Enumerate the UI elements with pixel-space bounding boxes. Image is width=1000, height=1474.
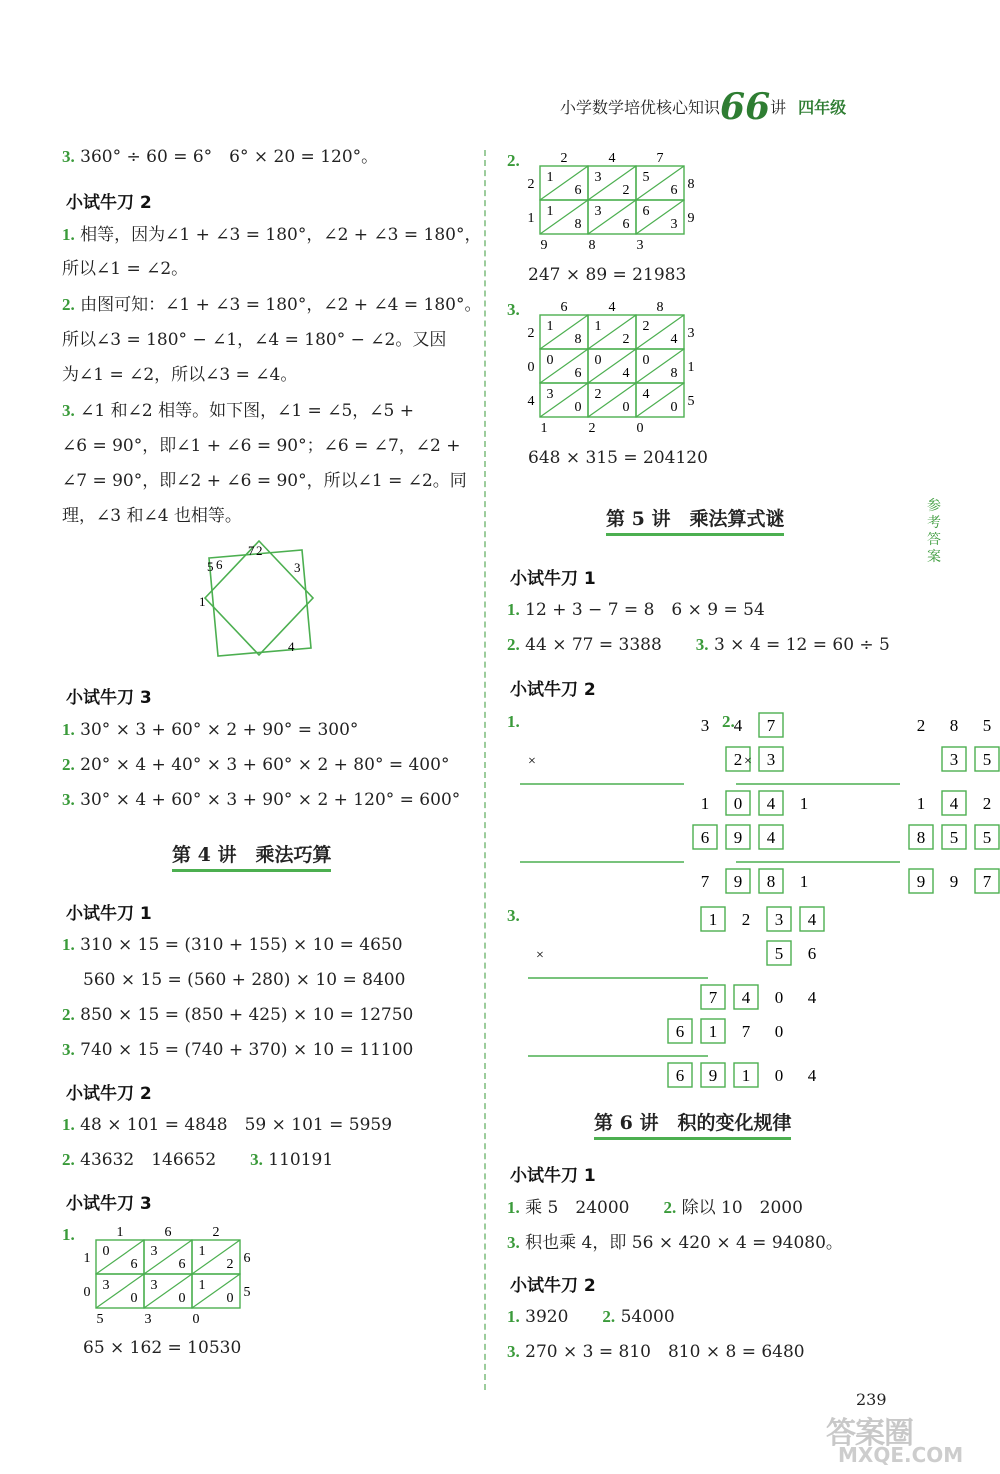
question-number: 3.	[507, 906, 520, 925]
angle-label: 1	[199, 594, 206, 609]
lattice-bottom-digit: 8	[588, 238, 596, 253]
lattice-right-digit: 3	[687, 326, 695, 341]
lattice-tens-digit: 1	[198, 1278, 206, 1293]
section-title: 小试牛刀 2	[510, 680, 596, 700]
lattice-ones-digit: 6	[622, 217, 630, 232]
answer-text: 48 × 101 = 4848 59 × 101 = 5959	[80, 1115, 393, 1135]
puzzle-digit: 4	[807, 988, 817, 1007]
answer-line	[62, 789, 460, 811]
answer-text: 65 × 162 = 10530	[83, 1338, 242, 1358]
lattice-ones-digit: 0	[130, 1291, 138, 1306]
lattice-ones-digit: 8	[574, 332, 582, 347]
lattice-bottom-digit: 0	[636, 421, 644, 436]
puzzle-digit: 6	[675, 1022, 685, 1041]
lattice-left-digit: 1	[527, 211, 535, 226]
lattice-ones-digit: 8	[574, 217, 582, 232]
puzzle-digit: 0	[774, 1022, 784, 1041]
question-number: 1.	[507, 1307, 520, 1326]
lattice-bottom-digit: 9	[540, 238, 548, 253]
side-label	[926, 498, 942, 566]
lattice-left-digit: 2	[527, 177, 535, 192]
lecture-title: 第 4 讲 乘法巧算	[172, 840, 331, 872]
question-number: 3.	[695, 635, 709, 654]
section-title: 小试牛刀 3	[66, 1194, 152, 1214]
lattice-bottom-digit: 3	[144, 1312, 152, 1327]
lattice-top-digit: 2	[212, 1225, 220, 1240]
lattice-tens-digit: 3	[594, 204, 602, 219]
answer-text: 3 × 4 = 12 = 60 ÷ 5	[713, 635, 890, 655]
puzzle-digit: 4	[733, 716, 743, 735]
answer-text: 360° ÷ 60 = 6° 6° × 20 = 120°。	[80, 147, 379, 167]
answer-text: 相等，因为∠1 + ∠3 = 180°，∠2 + ∠3 = 180°，	[80, 225, 482, 245]
question-number: 2.	[62, 1005, 75, 1024]
angle-label: 5	[207, 559, 214, 574]
lattice-right-digit: 8	[687, 177, 695, 192]
lattice-tens-digit: 3	[150, 1244, 158, 1259]
puzzle-digit: 4	[766, 828, 776, 847]
puzzle-digit: 2	[916, 716, 926, 735]
lattice-ones-digit: 0	[226, 1291, 234, 1306]
answer-text: ∠7 = 90°，即∠2 + ∠6 = 90°，所以∠1 = ∠2。同	[62, 471, 467, 491]
side-char: 案	[927, 549, 941, 565]
times-sign: ×	[744, 754, 752, 769]
puzzle-digit: 1	[916, 794, 926, 813]
question-number: 3.	[507, 300, 520, 319]
lattice-tens-digit: 3	[150, 1278, 158, 1293]
puzzle-digit: 2	[733, 750, 743, 769]
answer-line	[62, 934, 403, 956]
answer-text: 20° × 4 + 40° × 3 + 60° × 2 + 80° = 400°	[80, 755, 450, 775]
header-number: 66	[720, 86, 771, 128]
puzzle-digit: 6	[807, 944, 817, 963]
lattice-right-digit: 5	[243, 1285, 251, 1300]
answer-text: 理，∠3 和∠4 也相等。	[62, 506, 242, 526]
section-title: 小试牛刀 1	[510, 569, 596, 589]
running-header	[560, 86, 846, 128]
lattice-tens-digit: 0	[642, 353, 650, 368]
answer-line	[507, 1341, 805, 1363]
answer-line	[62, 1004, 413, 1026]
lattice-ones-digit: 3	[670, 217, 678, 232]
angle-label: 3	[294, 560, 301, 575]
lattice-left-digit: 1	[83, 1251, 91, 1266]
puzzle-digit: 0	[774, 988, 784, 1007]
lattice-right-digit: 1	[687, 360, 695, 375]
puzzle-digit: 8	[766, 872, 776, 891]
puzzle-digit: 9	[916, 872, 926, 891]
lattice-top-digit: 4	[608, 300, 616, 315]
watermark-url: MXQE.COM	[838, 1443, 964, 1467]
lattice-left-digit: 4	[527, 394, 535, 409]
question-number: 1.	[62, 720, 75, 739]
question-number: 2.	[62, 1150, 75, 1169]
lattice-bottom-digit: 3	[636, 238, 644, 253]
answer-text: 310 × 15 = (310 + 155) × 10 = 4650	[80, 935, 403, 955]
lattice-ones-digit: 6	[178, 1257, 186, 1272]
angle-figure	[185, 538, 333, 662]
puzzle-digit: 5	[982, 750, 992, 769]
answer-text: 247 × 89 = 21983	[528, 265, 687, 285]
lattice-right-digit: 5	[687, 394, 695, 409]
lattice-tens-digit: 0	[102, 1244, 110, 1259]
answer-line	[62, 754, 449, 776]
lattice-left-digit: 2	[527, 326, 535, 341]
puzzle-digit: 6	[700, 828, 710, 847]
answer-text: 为∠1 = ∠2，所以∠3 = ∠4。	[62, 365, 298, 385]
lattice-bottom-digit: 0	[192, 1312, 200, 1327]
answer-text: 所以∠1 = ∠2。	[62, 259, 189, 279]
puzzle-digit: 2	[741, 910, 751, 929]
answer-text: 3920	[525, 1307, 569, 1327]
puzzle-digit: 0	[733, 794, 743, 813]
header-title: 小学数学培优核心知识	[560, 98, 721, 117]
lattice-ones-digit: 6	[130, 1257, 138, 1272]
puzzle-digit: 3	[766, 750, 776, 769]
question-number: 3.	[507, 1233, 520, 1252]
answer-text: 30° × 4 + 60° × 3 + 90° × 2 + 120° = 600°	[80, 790, 461, 810]
times-sign: ×	[536, 948, 544, 963]
puzzle-digit: 8	[916, 828, 926, 847]
lattice-tens-digit: 1	[546, 204, 554, 219]
lattice-tens-digit: 1	[198, 1244, 206, 1259]
lattice-tens-digit: 0	[594, 353, 602, 368]
answer-text: 由图可知：∠1 + ∠3 = 180°，∠2 + ∠4 = 180°。	[80, 295, 482, 315]
answer-text: 积也乘 4，即 56 × 420 × 4 = 94080。	[525, 1233, 843, 1253]
lattice-tens-digit: 3	[546, 387, 554, 402]
answer-line	[62, 1039, 413, 1061]
answer-text: 740 × 15 = (740 + 370) × 10 = 11100	[80, 1040, 414, 1060]
angle-label: 4	[288, 639, 295, 654]
lattice-ones-digit: 6	[574, 183, 582, 198]
puzzle-digit: 1	[741, 1066, 751, 1085]
puzzle-2	[734, 708, 992, 894]
answer-text: 560 × 15 = (560 + 280) × 10 = 8400	[83, 970, 406, 990]
question-number: 3.	[62, 1040, 75, 1059]
question-number: 2.	[602, 1307, 616, 1326]
question-number: 2.	[722, 712, 735, 731]
answer-text: ∠1 和∠2 相等。如下图，∠1 = ∠5，∠5 +	[80, 401, 414, 421]
lattice-tens-digit: 1	[546, 170, 554, 185]
answer-text: 所以∠3 = 180° − ∠1，∠4 = 180° − ∠2。又因	[62, 330, 447, 350]
side-char: 参	[927, 498, 941, 514]
lattice-ones-digit: 8	[670, 366, 678, 381]
puzzle-digit: 7	[766, 716, 776, 735]
page-number: 239	[856, 1390, 887, 1409]
section-title: 小试牛刀 2	[66, 193, 152, 213]
side-char: 考	[927, 515, 941, 531]
lattice-ones-digit: 0	[670, 400, 678, 415]
answer-line	[62, 1149, 333, 1171]
puzzle-digit: 7	[982, 872, 992, 891]
answer-text: 乘 5 24000	[525, 1198, 630, 1218]
lattice-tens-digit: 2	[642, 319, 650, 334]
lattice-top-digit: 8	[656, 300, 664, 315]
lattice-ones-digit: 6	[670, 183, 678, 198]
answer-line	[62, 1114, 392, 1136]
puzzle-digit: 6	[675, 1066, 685, 1085]
lattice-right-digit: 9	[687, 211, 695, 226]
puzzle-digit: 1	[799, 794, 809, 813]
lattice-top-digit: 6	[560, 300, 568, 315]
lattice-ones-digit: 6	[574, 366, 582, 381]
answer-line	[507, 599, 765, 621]
answer-line	[62, 719, 358, 741]
lattice-bottom-digit: 1	[540, 421, 548, 436]
lattice-ones-digit: 2	[226, 1257, 234, 1272]
lattice-ones-digit: 0	[622, 400, 630, 415]
lattice-ones-digit: 0	[574, 400, 582, 415]
question-number: 3.	[62, 790, 75, 809]
section-title: 小试牛刀 1	[66, 904, 152, 924]
question-number: 2.	[663, 1198, 677, 1217]
lattice-tens-digit: 0	[546, 353, 554, 368]
puzzle-digit: 7	[708, 988, 718, 1007]
question-number: 1.	[507, 1198, 520, 1217]
puzzle-digit: 1	[708, 910, 718, 929]
lattice-tens-digit: 3	[594, 170, 602, 185]
answer-text: 30° × 3 + 60° × 2 + 90° = 300°	[80, 720, 359, 740]
section-title: 小试牛刀 3	[66, 688, 152, 708]
answer-line	[507, 634, 890, 656]
puzzle-digit: 3	[949, 750, 959, 769]
puzzle-1	[518, 708, 809, 894]
puzzle-digit: 7	[741, 1022, 751, 1041]
question-number: 1.	[62, 1225, 75, 1244]
times-sign: ×	[528, 754, 536, 769]
angle-label: 2	[256, 543, 263, 558]
puzzle-digit: 8	[949, 716, 959, 735]
question-number: 3.	[507, 1342, 520, 1361]
question-number: 3.	[62, 401, 75, 420]
puzzle-digit: 4	[949, 794, 959, 813]
answer-text: 44 × 77 = 3388	[525, 635, 662, 655]
question-number: 2.	[62, 295, 75, 314]
puzzle-digit: 5	[774, 944, 784, 963]
puzzle-digit: 4	[807, 910, 817, 929]
puzzle-digit: 7	[700, 872, 710, 891]
answer-line	[62, 400, 414, 422]
answer-line	[62, 224, 482, 246]
answer-line	[507, 1197, 803, 1219]
puzzle-digit: 3	[700, 716, 710, 735]
puzzle-digit: 9	[949, 872, 959, 891]
puzzle-digit: 2	[982, 794, 992, 813]
puzzle-digit: 1	[700, 794, 710, 813]
answer-line	[62, 294, 482, 316]
lattice-left-digit: 0	[83, 1285, 91, 1300]
question-number: 1.	[62, 935, 75, 954]
question-number: 1.	[62, 1115, 75, 1134]
puzzle-digit: 5	[982, 828, 992, 847]
lattice-right-digit: 6	[243, 1251, 251, 1266]
lattice-tens-digit: 2	[594, 387, 602, 402]
puzzle-digit: 9	[733, 828, 743, 847]
lattice-247x89	[522, 148, 702, 258]
lecture-title: 第 6 讲 积的变化规律	[594, 1108, 791, 1140]
lattice-top-digit: 4	[608, 151, 616, 166]
question-number: 2.	[507, 635, 520, 654]
question-number: 3.	[250, 1150, 263, 1169]
lattice-bottom-digit: 5	[96, 1312, 104, 1327]
lattice-top-digit: 2	[560, 151, 568, 166]
answer-text: 43632 146652	[80, 1150, 217, 1170]
answer-line	[507, 1306, 675, 1328]
section-title: 小试牛刀 1	[510, 1166, 596, 1186]
question-number: 3.	[62, 147, 75, 166]
puzzle-digit: 9	[733, 872, 743, 891]
angle-label: 6	[216, 557, 223, 572]
puzzle-digit: 4	[766, 794, 776, 813]
puzzle-digit: 3	[774, 910, 784, 929]
side-char: 答	[927, 532, 941, 548]
puzzle-digit: 5	[982, 716, 992, 735]
puzzle-digit: 4	[807, 1066, 817, 1085]
watermark: 答案圈	[826, 1416, 913, 1451]
lattice-tens-digit: 1	[594, 319, 602, 334]
lattice-165x162	[78, 1222, 258, 1332]
lecture-title: 第 5 讲 乘法算式谜	[606, 504, 784, 536]
answer-text: 除以 10 2000	[681, 1198, 803, 1218]
question-number: 2.	[62, 755, 75, 774]
angle-label: 7	[248, 543, 255, 558]
puzzle-digit: 0	[774, 1066, 784, 1085]
question-number: 1.	[507, 600, 520, 619]
lattice-top-digit: 7	[656, 151, 664, 166]
answer-text: 12 + 3 − 7 = 8 6 × 9 = 54	[525, 600, 765, 620]
lattice-top-digit: 6	[164, 1225, 172, 1240]
answer-text: 648 × 315 = 204120	[528, 448, 708, 468]
lattice-ones-digit: 4	[622, 366, 630, 381]
answer-text: 110191	[268, 1150, 334, 1170]
header-suffix: 讲	[770, 98, 787, 117]
header-grade: 四年级	[798, 98, 847, 117]
question-number: 2.	[507, 151, 520, 170]
lattice-tens-digit: 5	[642, 170, 650, 185]
lattice-ones-digit: 2	[622, 332, 630, 347]
answer-text: 270 × 3 = 810 810 × 8 = 6480	[525, 1342, 805, 1362]
puzzle-digit: 9	[708, 1066, 718, 1085]
lattice-bottom-digit: 2	[588, 421, 596, 436]
lattice-tens-digit: 3	[102, 1278, 110, 1293]
lattice-ones-digit: 4	[670, 332, 678, 347]
answer-line	[62, 146, 378, 168]
lattice-648x315	[522, 297, 702, 441]
puzzle-digit: 5	[949, 828, 959, 847]
section-title: 小试牛刀 2	[66, 1084, 152, 1104]
lattice-left-digit: 0	[527, 360, 535, 375]
puzzle-digit: 1	[799, 872, 809, 891]
lattice-ones-digit: 0	[178, 1291, 186, 1306]
column-divider	[484, 150, 486, 1390]
lattice-ones-digit: 2	[622, 183, 630, 198]
answer-text: 54000	[620, 1307, 675, 1327]
question-number: 1.	[507, 712, 520, 731]
puzzle-digit: 1	[708, 1022, 718, 1041]
section-title: 小试牛刀 2	[510, 1276, 596, 1296]
puzzle-3	[526, 902, 817, 1088]
lattice-top-digit: 1	[116, 1225, 124, 1240]
question-number: 1.	[62, 225, 75, 244]
answer-line	[507, 1232, 843, 1254]
answer-text: 850 × 15 = (850 + 425) × 10 = 12750	[80, 1005, 414, 1025]
lattice-tens-digit: 6	[642, 204, 650, 219]
answer-text: ∠6 = 90°，即∠1 + ∠6 = 90°；∠6 = ∠7，∠2 +	[62, 436, 461, 456]
lattice-tens-digit: 1	[546, 319, 554, 334]
puzzle-digit: 4	[741, 988, 751, 1007]
lattice-tens-digit: 4	[642, 387, 650, 402]
